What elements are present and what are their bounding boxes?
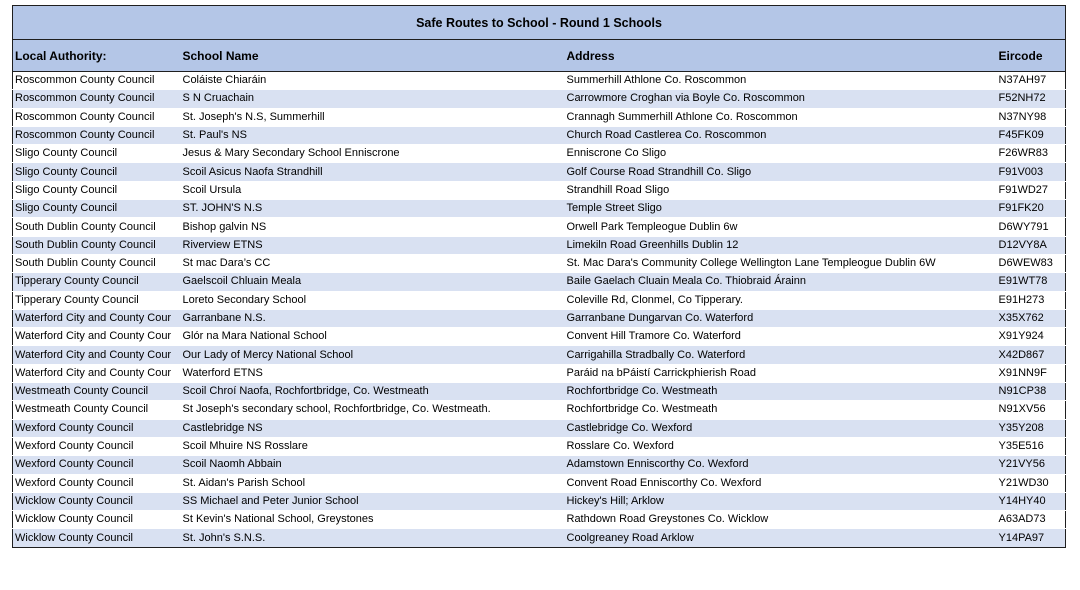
cell-school-name[interactable]: St. Paul's NS (181, 126, 565, 144)
cell-eircode[interactable]: N37NY98 (997, 108, 1066, 126)
cell-local-authority[interactable]: Sligo County Council (13, 163, 181, 181)
cell-address[interactable]: Limekiln Road Greenhills Dublin 12 (565, 236, 997, 254)
cell-local-authority[interactable]: Westmeath County Council (13, 383, 181, 401)
cell-local-authority[interactable]: Wexford County Council (13, 419, 181, 437)
table-row (13, 90, 1066, 108)
cell-local-authority[interactable]: South Dublin County Council (13, 236, 181, 254)
table-row (13, 236, 1066, 254)
table-row (13, 145, 1066, 163)
cell-local-authority[interactable]: Sligo County Council (13, 181, 181, 199)
table-row (13, 401, 1066, 419)
title-row (13, 6, 1066, 40)
cell-local-authority[interactable]: Roscommon County Council (13, 108, 181, 126)
cell-address[interactable]: Rathdown Road Greystones Co. Wicklow (565, 511, 997, 529)
table-row (13, 181, 1066, 199)
cell-address[interactable]: Enniscrone Co Sligo (565, 145, 997, 163)
table-row (13, 126, 1066, 144)
cell-address[interactable]: Carrowmore Croghan via Boyle Co. Roscommon (565, 90, 997, 108)
schools-table (12, 5, 1066, 548)
table-row (13, 273, 1066, 291)
header-school-name[interactable]: School Name (181, 40, 565, 72)
cell-school-name[interactable]: St Joseph's secondary school, Rochfortbridge, Co. Westmeath. (181, 401, 565, 419)
cell-local-authority[interactable]: Roscommon County Council (13, 72, 181, 90)
cell-address[interactable]: St. Mac Dara's Community College Wellington Lane Templeogue Dublin 6W (565, 254, 997, 272)
cell-school-name[interactable]: Waterford ETNS (181, 364, 565, 382)
cell-address[interactable]: Crannagh Summerhill Athlone Co. Roscommon (565, 108, 997, 126)
cell-eircode[interactable]: F91V003 (997, 163, 1066, 181)
cell-eircode[interactable]: N37AH97 (997, 72, 1066, 90)
cell-local-authority[interactable]: Sligo County Council (13, 145, 181, 163)
cell-address[interactable]: Paráid na bPáistí Carrickphierish Road (565, 364, 997, 382)
table-title[interactable]: Safe Routes to School - Round 1 Schools (13, 6, 1066, 40)
cell-school-name[interactable]: Gaelscoil Chluain Meala (181, 273, 565, 291)
cell-eircode[interactable]: X91Y924 (997, 328, 1066, 346)
cell-local-authority[interactable]: Wicklow County Council (13, 529, 181, 547)
cell-local-authority[interactable]: South Dublin County Council (13, 218, 181, 236)
cell-local-authority[interactable]: Waterford City and County Cour (13, 328, 181, 346)
schools-spreadsheet (12, 5, 1065, 548)
cell-eircode[interactable]: Y21WD30 (997, 474, 1066, 492)
cell-school-name[interactable]: Coláiste Chiaráin (181, 72, 565, 90)
cell-eircode[interactable]: Y14HY40 (997, 492, 1066, 510)
cell-school-name[interactable]: St. John's S.N.S. (181, 529, 565, 547)
cell-school-name[interactable]: Scoil Naomh Abbain (181, 456, 565, 474)
cell-school-name[interactable]: Castlebridge NS (181, 419, 565, 437)
table-row (13, 72, 1066, 90)
cell-local-authority[interactable]: Wexford County Council (13, 456, 181, 474)
table-row (13, 346, 1066, 364)
cell-eircode[interactable]: Y21VY56 (997, 456, 1066, 474)
cell-eircode[interactable]: F91FK20 (997, 200, 1066, 218)
cell-local-authority[interactable]: Roscommon County Council (13, 126, 181, 144)
cell-school-name[interactable]: St. Aidan's Parish School (181, 474, 565, 492)
cell-address[interactable]: Summerhill Athlone Co. Roscommon (565, 72, 997, 90)
cell-school-name[interactable]: Scoil Mhuire NS Rosslare (181, 437, 565, 455)
header-row (13, 40, 1066, 72)
table-row (13, 529, 1066, 547)
cell-school-name[interactable]: St Kevin's National School, Greystones (181, 511, 565, 529)
table-row (13, 254, 1066, 272)
table-row (13, 511, 1066, 529)
cell-local-authority[interactable]: Roscommon County Council (13, 90, 181, 108)
cell-school-name[interactable]: Scoil Chroí Naofa, Rochfortbridge, Co. Westmeath (181, 383, 565, 401)
cell-eircode[interactable]: E91H273 (997, 291, 1066, 309)
table-row (13, 108, 1066, 126)
cell-eircode[interactable]: D6WEW83 (997, 254, 1066, 272)
cell-local-authority[interactable]: Sligo County Council (13, 200, 181, 218)
cell-address[interactable]: Strandhill Road Sligo (565, 181, 997, 199)
table-row (13, 419, 1066, 437)
cell-school-name[interactable]: Bishop galvin NS (181, 218, 565, 236)
header-address[interactable]: Address (565, 40, 997, 72)
cell-address[interactable]: Convent Road Enniscorthy Co. Wexford (565, 474, 997, 492)
cell-local-authority[interactable]: Wexford County Council (13, 474, 181, 492)
cell-school-name[interactable]: Our Lady of Mercy National School (181, 346, 565, 364)
cell-address[interactable]: Baile Gaelach Cluain Meala Co. Thiobraid Árainn (565, 273, 997, 291)
cell-eircode[interactable]: F91WD27 (997, 181, 1066, 199)
table-row (13, 437, 1066, 455)
cell-local-authority[interactable]: Waterford City and County Cour (13, 346, 181, 364)
cell-eircode[interactable]: A63AD73 (997, 511, 1066, 529)
table-row (13, 474, 1066, 492)
cell-local-authority[interactable]: Waterford City and County Cour (13, 309, 181, 327)
cell-eircode[interactable]: N91CP38 (997, 383, 1066, 401)
table-row (13, 456, 1066, 474)
table-row (13, 364, 1066, 382)
cell-eircode[interactable]: Y35E516 (997, 437, 1066, 455)
cell-school-name[interactable]: Riverview ETNS (181, 236, 565, 254)
cell-address[interactable]: Coolgreaney Road Arklow (565, 529, 997, 547)
table-row (13, 492, 1066, 510)
table-row (13, 309, 1066, 327)
cell-address[interactable]: Rochfortbridge Co. Westmeath (565, 383, 997, 401)
cell-eircode[interactable]: F26WR83 (997, 145, 1066, 163)
table-row (13, 200, 1066, 218)
cell-school-name[interactable]: Scoil Ursula (181, 181, 565, 199)
cell-school-name[interactable]: Scoil Asicus Naofa Strandhill (181, 163, 565, 181)
cell-address[interactable]: Coleville Rd, Clonmel, Co Tipperary. (565, 291, 997, 309)
table-row (13, 328, 1066, 346)
header-eircode[interactable]: Eircode (997, 40, 1066, 72)
cell-eircode[interactable]: X35X762 (997, 309, 1066, 327)
cell-address[interactable]: Hickey's Hill; Arklow (565, 492, 997, 510)
cell-address[interactable]: Rosslare Co. Wexford (565, 437, 997, 455)
cell-eircode[interactable]: F45FK09 (997, 126, 1066, 144)
cell-address[interactable]: Golf Course Road Strandhill Co. Sligo (565, 163, 997, 181)
table-row (13, 383, 1066, 401)
cell-school-name[interactable]: Jesus & Mary Secondary School Enniscrone (181, 145, 565, 163)
cell-eircode[interactable]: X42D867 (997, 346, 1066, 364)
cell-school-name[interactable]: Garranbane N.S. (181, 309, 565, 327)
cell-eircode[interactable]: D6WY791 (997, 218, 1066, 236)
cell-eircode[interactable]: E91WT78 (997, 273, 1066, 291)
cell-school-name[interactable]: ST. JOHN'S N.S (181, 200, 565, 218)
cell-local-authority[interactable]: Waterford City and County Cour (13, 364, 181, 382)
cell-local-authority[interactable]: Wicklow County Council (13, 492, 181, 510)
cell-address[interactable]: Orwell Park Templeogue Dublin 6w (565, 218, 997, 236)
cell-school-name[interactable]: S N Cruachain (181, 90, 565, 108)
cell-school-name[interactable]: St mac Dara’s CC (181, 254, 565, 272)
cell-address[interactable]: Castlebridge Co. Wexford (565, 419, 997, 437)
table-body (13, 72, 1066, 548)
table-row (13, 163, 1066, 181)
cell-local-authority[interactable]: Tipperary County Council (13, 273, 181, 291)
cell-local-authority[interactable]: Tipperary County Council (13, 291, 181, 309)
cell-address[interactable]: Carrigahilla Stradbally Co. Waterford (565, 346, 997, 364)
cell-local-authority[interactable]: Wicklow County Council (13, 511, 181, 529)
cell-address[interactable]: Temple Street Sligo (565, 200, 997, 218)
cell-address[interactable]: Rochfortbridge Co. Westmeath (565, 401, 997, 419)
cell-address[interactable]: Garranbane Dungarvan Co. Waterford (565, 309, 997, 327)
cell-eircode[interactable]: D12VY8A (997, 236, 1066, 254)
cell-address[interactable]: Adamstown Enniscorthy Co. Wexford (565, 456, 997, 474)
table-row (13, 291, 1066, 309)
table-row (13, 218, 1066, 236)
cell-local-authority[interactable]: Wexford County Council (13, 437, 181, 455)
cell-eircode[interactable]: X91NN9F (997, 364, 1066, 382)
cell-local-authority[interactable]: South Dublin County Council (13, 254, 181, 272)
cell-eircode[interactable]: N91XV56 (997, 401, 1066, 419)
cell-school-name[interactable]: SS Michael and Peter Junior School (181, 492, 565, 510)
cell-address[interactable]: Church Road Castlerea Co. Roscommon (565, 126, 997, 144)
cell-local-authority[interactable]: Westmeath County Council (13, 401, 181, 419)
cell-eircode[interactable]: Y35Y208 (997, 419, 1066, 437)
cell-school-name[interactable]: Glór na Mara National School (181, 328, 565, 346)
cell-school-name[interactable]: Loreto Secondary School (181, 291, 565, 309)
cell-address[interactable]: Convent Hill Tramore Co. Waterford (565, 328, 997, 346)
cell-school-name[interactable]: St. Joseph's N.S, Summerhill (181, 108, 565, 126)
cell-eircode[interactable]: Y14PA97 (997, 529, 1066, 547)
cell-eircode[interactable]: F52NH72 (997, 90, 1066, 108)
header-local-authority[interactable]: Local Authority: (13, 40, 181, 72)
